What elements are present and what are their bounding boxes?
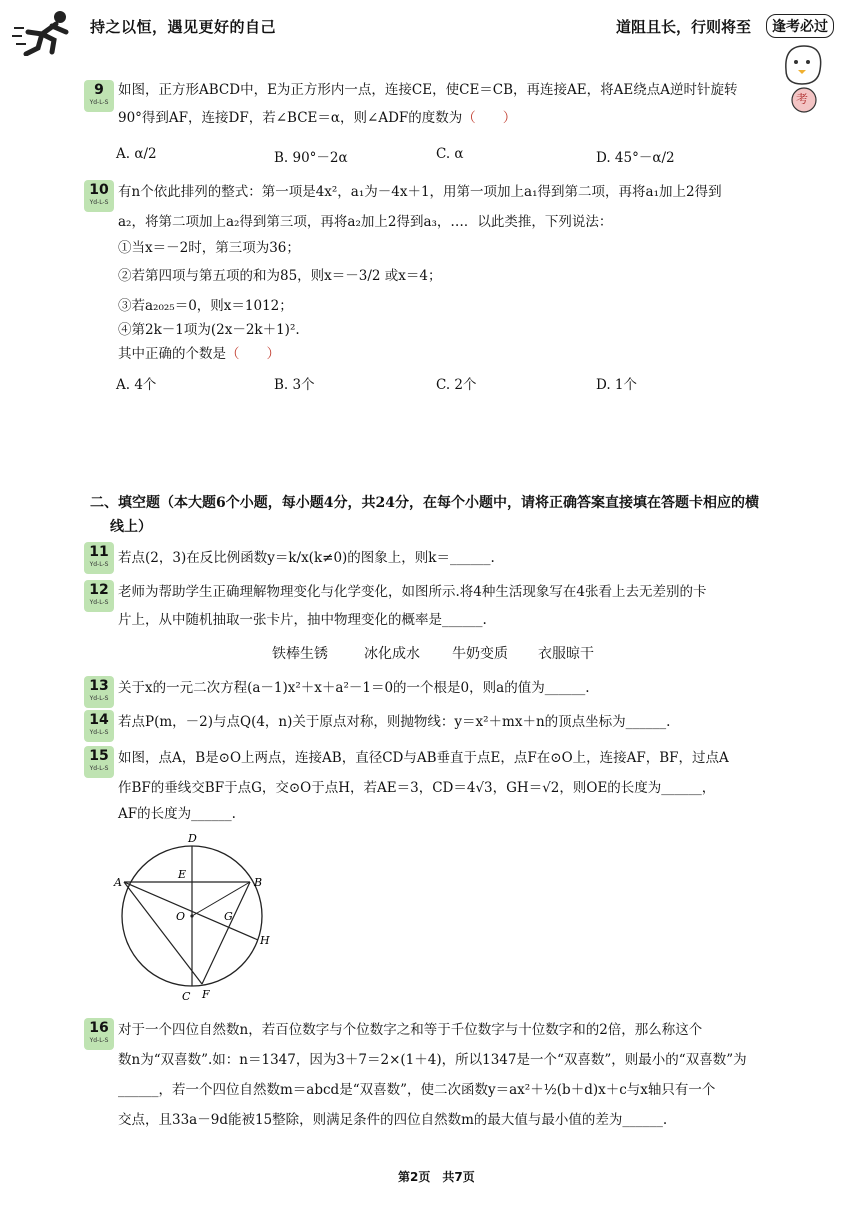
label-h: H (260, 934, 270, 947)
q10-statement-1: ①当x＝－2时，第三项为36； (118, 240, 300, 256)
q15-line2: 作BF的垂线交BF于点G，交⊙O于点H，若AE＝3，CD＝4√3，GH＝√2，则OE的长度为______， (118, 780, 716, 796)
q16-line3: ______，若一个四位自然数m＝abcd是“双喜数”，使二次函数y＝ax²＋½(b＋d)x＋c与x轴只有一个 (118, 1082, 716, 1098)
label-f: F (202, 988, 210, 1001)
segment-ah (124, 882, 258, 940)
segment-af (124, 882, 202, 984)
label-o: O (176, 910, 186, 923)
q11-text: 若点(2，3)在反比例函数y＝k/x(k≠0)的图象上，则k＝______. (118, 550, 495, 566)
question-tag-14: 14 Yd-L-S (84, 710, 114, 742)
section-fill-in-title-cont: 线上） (110, 519, 152, 535)
center-point-o (190, 914, 193, 917)
q15-circle-diagram (110, 828, 280, 1008)
q9-line1: 如图，正方形ABCD中，E为正方形内一点，连接CE，使CE＝CB，再连接AE，将AE绕点A逆时针旋转 (118, 82, 738, 98)
q9-option-c: C. α (436, 146, 464, 162)
phenomenon-card-1: 铁棒生锈 (272, 646, 328, 662)
label-a: A (114, 876, 122, 889)
question-tag-13: 13 Yd-L-S (84, 676, 114, 708)
q10-statement-2: ②若第四项与第五项的和为85，则x＝－3/2 或x＝4； (118, 268, 442, 284)
q10-option-c: C. 2个 (436, 377, 477, 393)
header-slogan-left: 持之以恒，遇见更好的自己 (90, 18, 277, 36)
label-e: E (178, 868, 187, 881)
label-g: G (224, 910, 233, 923)
q10-answer-blank: （ ） (226, 346, 280, 362)
question-tag-11: 11 Yd-L-S (84, 542, 114, 574)
q10-ask: 其中正确的个数是（ ） (118, 346, 280, 362)
q16-line2: 数n为“双喜数”.如：n＝1347，因为3＋7＝2×(1＋4)，所以1347是一个“双喜数”，则最小的“双喜数”为 (118, 1052, 747, 1068)
q12-line1: 老师为帮助学生正确理解物理变化与化学变化，如图所示.将4种生活现象写在4张看上去无差别的卡 (118, 584, 707, 600)
question-tag-9: 9 Yd-L-S (84, 80, 114, 112)
q10-line2: a₂，将第二项加上a₂得到第三项，再将a₂加上2得到a₃，…．以此类推，下列说法： (118, 214, 613, 230)
question-tag-16: 16 Yd-L-S (84, 1018, 114, 1050)
page-number: 第2页 共7页 (398, 1170, 475, 1184)
question-tag-15: 15 Yd-L-S (84, 746, 114, 778)
q16-line4: 交点，且33a－9d能被15整除，则满足条件的四位自然数m的最大值与最小值的差为______. (118, 1112, 668, 1128)
label-c: C (182, 990, 191, 1003)
label-b: B (254, 876, 263, 889)
phenomenon-card-2: 冰化成水 (364, 646, 420, 662)
q10-option-b: B. 3个 (274, 377, 315, 393)
label-d: D (188, 832, 197, 845)
q10-statement-3: ③若a₂₀₂₅＝0，则x＝1012； (118, 298, 293, 314)
q9-answer-blank: （ ） (462, 110, 517, 126)
mascot-char: 考 (796, 92, 809, 106)
q15-line3: AF的长度为______. (118, 806, 236, 822)
q16-line1: 对于一个四位自然数n，若百位数字与个位数字之和等于千位数字与十位数字和的2倍，那么称这个 (118, 1022, 703, 1038)
section-fill-in-title: 二、填空题（本大题6个小题，每小题4分，共24分，在每个小题中，请将正确答案直接填在答题卡相应的横 (90, 495, 759, 511)
question-tag-10: 10 Yd-L-S (84, 180, 114, 212)
q9-option-d: D. 45°－α/2 (596, 150, 675, 166)
q10-statement-4: ④第2k－1项为(2x－2k＋1)². (118, 322, 300, 338)
q13-text: 关于x的一元二次方程(a－1)x²＋x＋a²－1＝0的一个根是0，则a的值为______. (118, 680, 590, 696)
q9-line2: 90°得到AF，连接DF，若∠BCE＝α，则∠ADF的度数为（ ） (118, 110, 517, 126)
runner-logo-icon (12, 8, 82, 56)
question-tag-12: 12 Yd-L-S (84, 580, 114, 612)
q9-option-a: A. α/2 (116, 146, 157, 162)
q9-option-b: B. 90°－2α (274, 150, 348, 166)
q12-line2: 片上，从中随机抽取一张卡片，抽中物理变化的概率是______. (118, 612, 487, 628)
phenomenon-card-4: 衣服晾干 (538, 646, 594, 662)
q14-text: 若点P(m，－2)与点Q(4，n)关于原点对称，则抛物线：y＝x²＋mx＋n的顶点坐标为______. (118, 714, 671, 730)
q15-line1: 如图，点A，B是⊙O上两点，连接AB，直径CD与AB垂直于点E，点F在⊙O上，连接AF，BF，过点A (118, 750, 729, 766)
q10-option-d: D. 1个 (596, 377, 638, 393)
header-badge: 逢考必过 (766, 14, 834, 38)
q10-line1: 有n个依此排列的整式：第一项是4x²，a₁为－4x＋1，用第一项加上a₁得到第二项，再将a₁加上2得到 (118, 184, 722, 200)
segment-ob (192, 882, 250, 916)
q10-option-a: A. 4个 (116, 377, 157, 393)
phenomenon-card-3: 牛奶变质 (452, 646, 508, 662)
header-slogan-right: 道阻且长，行则将至 (616, 18, 752, 36)
